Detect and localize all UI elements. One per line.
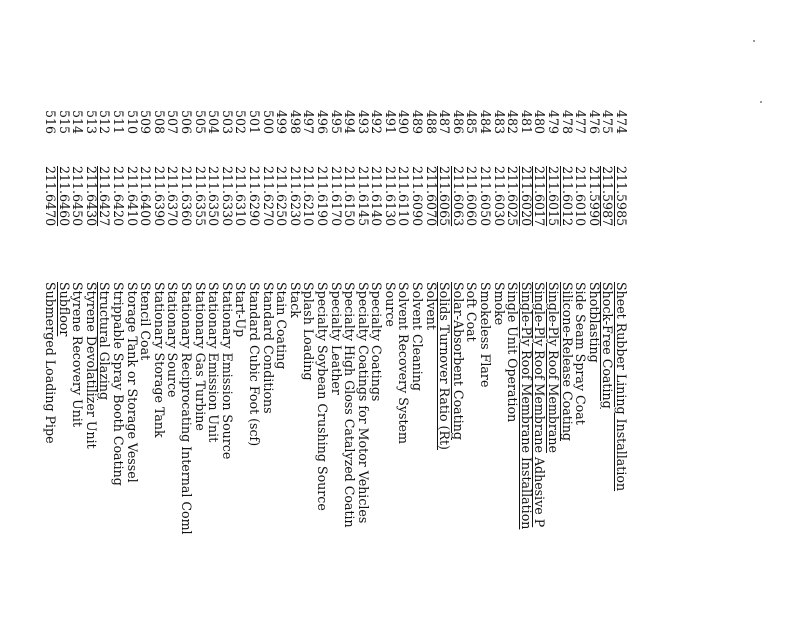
section-code: 211.6420 <box>111 166 127 227</box>
table-row <box>356 110 370 618</box>
definition-term: Specialty Coatings <box>369 282 385 402</box>
table-row <box>506 110 520 618</box>
section-code: 211.6210 <box>301 166 317 227</box>
row-number: 506 <box>179 110 194 135</box>
definition-term: Stationary Storage Tank <box>151 282 167 438</box>
table-row <box>84 110 98 618</box>
table-row <box>438 110 452 618</box>
section-code: 211.6090 <box>410 166 426 227</box>
section-code: 211.6170 <box>328 166 344 227</box>
table-row <box>587 110 601 618</box>
section-code: 211.6070 <box>423 166 439 227</box>
section-code: 211.6430 <box>83 166 99 227</box>
section-code: 211.6063 <box>450 166 466 227</box>
row-number: 511 <box>111 110 127 135</box>
row-number: 476 <box>586 110 602 135</box>
table-row <box>546 110 560 618</box>
section-code: 211.6230 <box>287 166 303 227</box>
definition-term: Stain Coating <box>274 282 290 370</box>
section-code: 211.6250 <box>274 166 290 227</box>
section-code: 211.6360 <box>179 166 194 227</box>
table-row <box>315 110 329 618</box>
definition-term: Specialty High Gloss Catalyzed Coatin <box>342 282 358 528</box>
table-row <box>451 110 465 618</box>
table-row <box>533 110 547 618</box>
definition-term: Solvent <box>423 282 439 330</box>
row-number: 477 <box>573 110 589 135</box>
row-number: 495 <box>328 110 344 135</box>
table-row <box>343 110 357 618</box>
row-number: 491 <box>382 110 398 135</box>
section-code: 211.6010 <box>573 166 589 227</box>
row-number: 490 <box>396 110 412 135</box>
section-code: 211.6460 <box>56 166 72 227</box>
definition-term: Specialty Leather <box>328 282 344 395</box>
row-number: 503 <box>219 110 235 135</box>
section-code: 211.6060 <box>464 166 480 227</box>
definition-term: Styrene Recovery Unit <box>70 282 86 427</box>
row-number: 475 <box>600 110 616 135</box>
section-code: 211.6030 <box>491 166 507 227</box>
definition-term: Stack <box>287 282 303 318</box>
table-row <box>139 110 153 618</box>
section-code: 211.6270 <box>260 166 276 227</box>
definition-term: Styrene Devolatilizer Unit <box>83 282 99 449</box>
section-code: 211.6020 <box>518 166 534 227</box>
row-number: 483 <box>491 110 507 135</box>
table-row <box>234 110 248 618</box>
definition-term: Standard Conditions <box>260 282 276 414</box>
row-number: 515 <box>56 110 72 135</box>
row-number: 498 <box>287 110 303 135</box>
section-code: 211.6427 <box>97 166 113 227</box>
definition-term: Silicone-Release Coating <box>559 282 575 441</box>
row-number: 479 <box>546 110 562 135</box>
row-number: 482 <box>505 110 521 135</box>
section-code: 211.6015 <box>546 166 562 227</box>
section-code: 211.6050 <box>478 166 494 227</box>
definition-term: Stationary Emission Unit <box>206 282 222 443</box>
definition-term: Single-Ply Roof Membrane Installation <box>518 282 534 530</box>
row-number: 505 <box>192 110 208 135</box>
table-row <box>220 110 234 618</box>
row-number: 507 <box>165 110 181 135</box>
rotated-definitions-table <box>38 110 628 618</box>
table-row <box>574 110 588 618</box>
section-code: 211.6390 <box>151 166 167 227</box>
section-code: 211.6470 <box>43 166 59 227</box>
definition-term: Source <box>382 282 398 327</box>
section-code: 211.6310 <box>233 166 249 227</box>
section-code: 211.6400 <box>138 166 154 227</box>
table-row <box>465 110 479 618</box>
row-number: 501 <box>246 110 262 135</box>
row-number: 478 <box>559 110 575 135</box>
definition-term: Smoke <box>491 282 507 326</box>
definition-term: Subfloor <box>56 282 72 337</box>
row-number: 510 <box>124 110 140 135</box>
definition-term: Single Unit Operation <box>505 282 521 423</box>
definition-term: Side Seam Spray Coat <box>573 282 589 425</box>
row-number: 474 <box>614 110 629 135</box>
row-number: 486 <box>450 110 466 135</box>
row-number: 516 <box>43 110 59 135</box>
row-number: 488 <box>423 110 439 135</box>
table-row <box>152 110 166 618</box>
table-row <box>166 110 180 618</box>
definition-term: Structural Glazing <box>97 282 113 401</box>
row-number: 499 <box>274 110 290 135</box>
row-number: 512 <box>97 110 113 135</box>
definition-term: Solvent Cleaning <box>410 282 426 391</box>
row-number: 502 <box>233 110 249 135</box>
scan-speck <box>753 40 755 42</box>
table-row <box>411 110 425 618</box>
row-number: 485 <box>464 110 480 135</box>
definition-term: Single-Ply Roof Membrane <box>546 282 562 453</box>
table-row <box>601 110 615 618</box>
table-row <box>193 110 207 618</box>
row-number: 500 <box>260 110 276 135</box>
row-number: 514 <box>70 110 86 135</box>
definition-term: Solar-Absorbent Coating <box>450 282 466 440</box>
definition-term: Start-Up <box>233 282 249 338</box>
row-number: 508 <box>151 110 167 135</box>
definition-term: Solids Turnover Ratio (Rt) <box>437 282 453 450</box>
table-row <box>383 110 397 618</box>
scan-speck <box>760 101 762 103</box>
section-code: 211.6450 <box>70 166 86 227</box>
definition-term: Single-Ply Roof Membrane Adhesive P <box>532 282 548 528</box>
definition-term: Specialty Soybean Crushing Source <box>314 282 330 511</box>
definition-term: Stationary Gas Turbine <box>192 282 208 431</box>
section-code: 211.5985 <box>614 166 629 227</box>
section-code: 211.6065 <box>437 166 453 227</box>
row-number: 497 <box>301 110 317 135</box>
row-number: 493 <box>355 110 371 135</box>
row-number: 494 <box>342 110 358 135</box>
row-number: 492 <box>369 110 385 135</box>
section-code: 211.6017 <box>532 166 548 227</box>
definition-term: Stationary Source <box>165 282 181 398</box>
table-row <box>478 110 492 618</box>
definition-term: Splash Loading <box>301 282 317 381</box>
row-number: 480 <box>532 110 548 135</box>
row-number: 504 <box>206 110 222 135</box>
section-code: 211.6110 <box>396 166 412 227</box>
row-number: 509 <box>138 110 154 135</box>
section-code: 211.6130 <box>382 166 398 227</box>
section-code: 211.6150 <box>342 166 358 227</box>
table-row <box>71 110 85 618</box>
definition-term: Strippable Spray Booth Coating <box>111 282 127 486</box>
definition-term: Shotblasting <box>586 282 602 363</box>
definition-term: Shock-Free Coating <box>600 282 616 409</box>
table-row <box>179 110 193 618</box>
table-row <box>424 110 438 618</box>
definition-term: Solvent Recovery System <box>396 282 412 444</box>
definition-term: Stationary Emission Source <box>219 282 235 460</box>
section-code: 211.5990 <box>586 166 602 227</box>
row-number: 489 <box>410 110 426 135</box>
definition-term: Smokeless Flare <box>478 282 494 388</box>
table-row <box>261 110 275 618</box>
table-row <box>207 110 221 618</box>
row-number: 496 <box>314 110 330 135</box>
definition-term: Storage Tank or Storage Vessel <box>124 282 140 483</box>
row-number: 487 <box>437 110 453 135</box>
table-row <box>614 110 628 618</box>
definition-term: Sheet Rubber Lining Installation <box>614 282 629 492</box>
section-code: 211.6190 <box>314 166 330 227</box>
table-row <box>288 110 302 618</box>
section-code: 211.6370 <box>165 166 181 227</box>
table-row <box>125 110 139 618</box>
table-row <box>519 110 533 618</box>
table-row <box>111 110 125 618</box>
definition-term: Standard Cubic Foot (scf) <box>246 282 262 447</box>
section-code: 211.6025 <box>505 166 521 227</box>
definition-term: Submerged Loading Pipe <box>43 282 59 444</box>
section-code: 211.6355 <box>192 166 208 227</box>
table-row <box>43 110 57 618</box>
definition-term: Stencil Coat <box>138 282 154 361</box>
table-row <box>275 110 289 618</box>
section-code: 211.6012 <box>559 166 575 227</box>
table-row <box>57 110 71 618</box>
definition-term: Stationary Reciprocating Internal Coml <box>179 282 194 535</box>
table-row <box>397 110 411 618</box>
table-row <box>492 110 506 618</box>
section-code: 211.6330 <box>219 166 235 227</box>
row-number: 484 <box>478 110 494 135</box>
row-number: 481 <box>518 110 534 135</box>
section-code: 211.6140 <box>369 166 385 227</box>
section-code: 211.6410 <box>124 166 140 227</box>
table-row <box>247 110 261 618</box>
section-code: 211.6290 <box>246 166 262 227</box>
row-number: 513 <box>83 110 99 135</box>
table-row <box>370 110 384 618</box>
section-code: 211.6350 <box>206 166 222 227</box>
section-code: 211.5987 <box>600 166 616 227</box>
definition-term: Soft Coat <box>464 282 480 342</box>
table-row <box>302 110 316 618</box>
table-row <box>98 110 112 618</box>
definition-term: Specialty Coatings for Motor Vehicles <box>355 282 371 524</box>
table-row <box>329 110 343 618</box>
table-row <box>560 110 574 618</box>
section-code: 211.6145 <box>355 166 371 227</box>
